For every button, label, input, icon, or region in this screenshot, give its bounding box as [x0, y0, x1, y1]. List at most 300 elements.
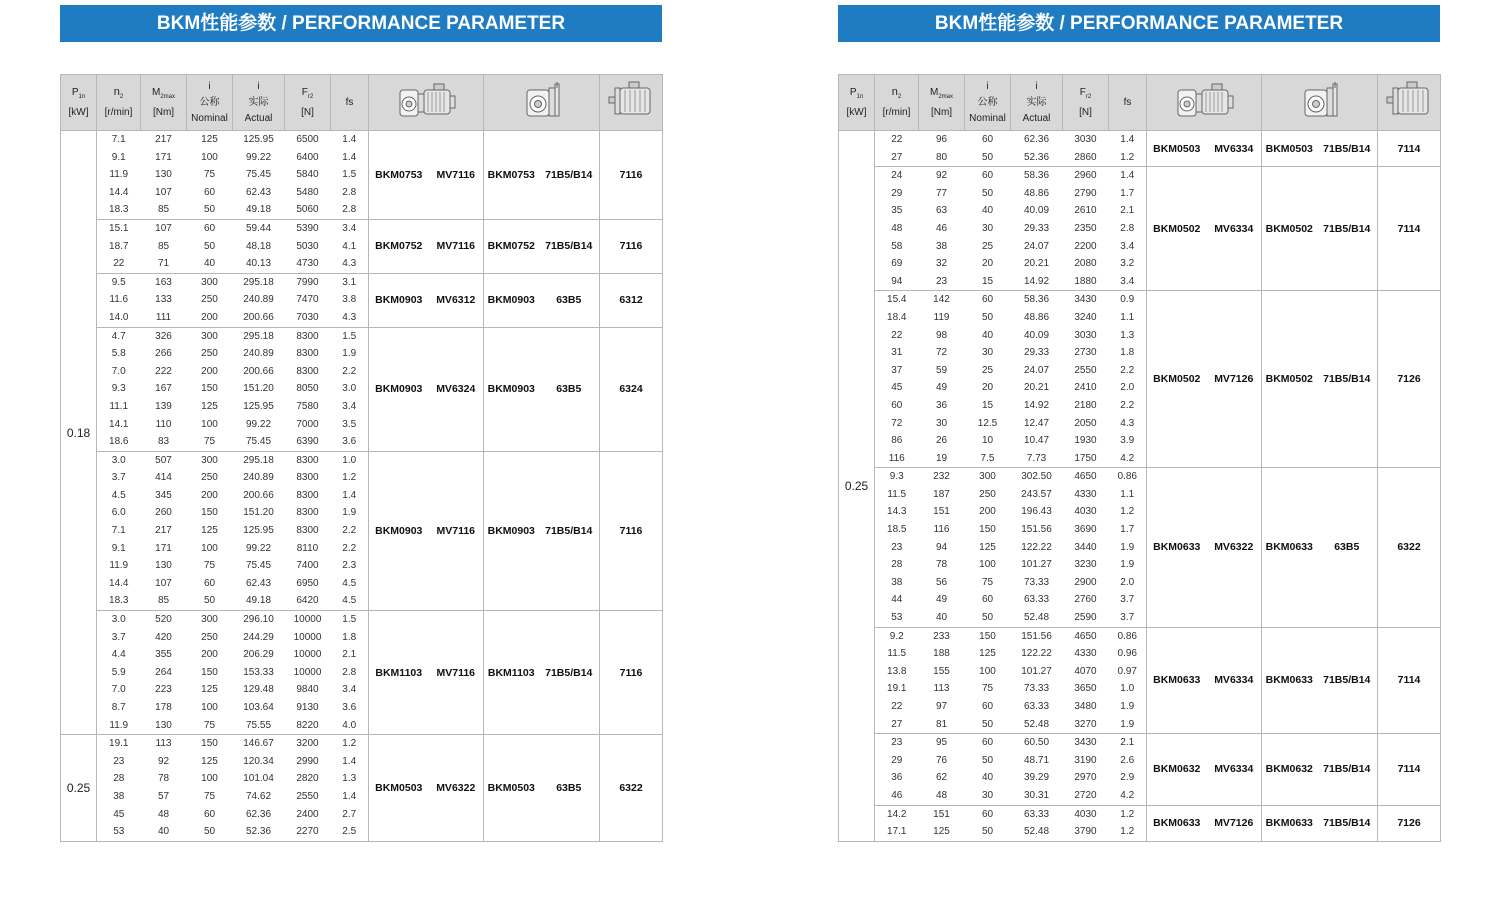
cell-motor-model: MV7116 [429, 451, 484, 610]
cell-fr2: 5480 [296, 186, 319, 198]
cell-m2max: 113 [933, 683, 950, 695]
cell-n2: 37 [875, 362, 919, 380]
cell-i-nominal: 125 [201, 400, 218, 412]
cell-i-nominal: 50 [187, 201, 233, 219]
col-header-gear-reducer [1262, 75, 1378, 131]
cell-i-actual: 73.33 [1023, 683, 1050, 695]
cell-flange-type: 71B5/B14 [539, 611, 600, 735]
cell-n2: 7.1 [97, 522, 141, 540]
cell-i-actual: 73.33 [1023, 576, 1050, 588]
cell-motor-type: 7114 [1378, 627, 1441, 734]
cell-fr2: 2550 [296, 790, 319, 802]
table-row [839, 131, 1441, 149]
performance-table [60, 74, 663, 842]
cell-fr2: 8300 [296, 489, 319, 501]
cell-flange-type: 63B5 [1317, 468, 1378, 627]
cell-i-actual: 14.92 [1011, 273, 1063, 291]
cell-n2: 9.5 [97, 273, 141, 291]
cell-motor-model: MV6312 [429, 273, 484, 327]
cell-fr2: 4030 [1074, 506, 1097, 518]
cell-fr2: 3790 [1063, 823, 1109, 841]
cell-i-nominal: 300 [187, 611, 233, 629]
cell-fs: 3.4 [331, 398, 369, 416]
cell-i-nominal: 200 [201, 649, 218, 661]
cell-fr2: 7990 [285, 273, 331, 291]
cell-reducer-model-2: BKM0753 [484, 131, 539, 220]
table-row [61, 131, 663, 149]
cell-n2: 18.3 [97, 201, 141, 219]
cell-flange-type: 63B5 [539, 735, 600, 842]
cell-i-nominal: 125 [201, 755, 218, 767]
cell-i-nominal: 40 [981, 205, 994, 217]
cell-n2: 24 [875, 167, 919, 185]
cell-m2max: 414 [155, 472, 172, 484]
cell-i-nominal: 15 [981, 399, 994, 411]
cell-motor-type: 7114 [1378, 167, 1441, 291]
cell-m2max: 85 [157, 240, 170, 252]
gear-motor-icon [394, 80, 458, 126]
cell-i-actual: 99.22 [245, 151, 272, 163]
cell-m2max: 264 [155, 666, 172, 678]
cell-i-actual: 295.18 [233, 327, 285, 345]
cell-i-nominal: 250 [201, 631, 218, 643]
cell-fr2: 8300 [296, 472, 319, 484]
cell-i-actual: 151.56 [1011, 627, 1063, 645]
cell-fr2: 2960 [1063, 167, 1109, 185]
cell-motor-type: 7116 [600, 131, 663, 220]
cell-i-actual: 240.89 [243, 472, 274, 484]
electric-motor-icon [605, 80, 657, 126]
cell-n2: 9.2 [875, 627, 919, 645]
cell-n2: 8.7 [97, 699, 141, 717]
cell-i-nominal: 40 [187, 255, 233, 273]
cell-i-nominal: 300 [965, 468, 1011, 486]
cell-i-nominal: 60 [203, 186, 216, 198]
col-header-ratio-actual: i 实际 Actual [1011, 75, 1063, 131]
cell-fs: 1.9 [1109, 716, 1147, 734]
cell-fs: 1.8 [331, 629, 369, 647]
cell-reducer-model: BKM0632 [1147, 734, 1207, 805]
cell-i-nominal: 125 [187, 131, 233, 149]
cell-i-nominal: 125 [979, 541, 996, 553]
cell-i-nominal: 60 [965, 805, 1011, 823]
cell-n2: 7.0 [97, 681, 141, 699]
cell-m2max: 49 [935, 382, 948, 394]
cell-i-nominal: 50 [965, 823, 1011, 841]
cell-i-nominal: 12.5 [977, 417, 998, 429]
table-row [839, 627, 1441, 645]
cell-i-nominal: 60 [981, 594, 994, 606]
cell-m2max: 266 [155, 348, 172, 360]
gear-reducer-icon [517, 80, 567, 126]
cell-reducer-model-2: BKM0633 [1262, 627, 1317, 734]
cell-fr2: 3230 [1074, 559, 1097, 571]
cell-fr2: 2720 [1063, 787, 1109, 805]
cell-i-nominal: 75 [203, 169, 216, 181]
cell-i-nominal: 75 [981, 576, 994, 588]
cell-m2max: 155 [933, 665, 950, 677]
cell-fr2: 8050 [296, 383, 319, 395]
cell-n2: 6.0 [97, 504, 141, 522]
cell-n2: 35 [875, 202, 919, 220]
cell-motor-model: MV6334 [1207, 131, 1262, 167]
cell-fr2: 3480 [1074, 701, 1097, 712]
cell-flange-type: 63B5 [539, 327, 600, 451]
cell-i-actual: 196.43 [1021, 506, 1052, 518]
cell-fr2: 1750 [1063, 450, 1109, 468]
cell-i-nominal: 75 [981, 683, 994, 695]
cell-m2max: 233 [919, 627, 965, 645]
cell-n2: 18.3 [97, 592, 141, 610]
col-header-ratio-actual: i 实际 Actual [233, 75, 285, 131]
cell-fs: 0.97 [1109, 663, 1147, 681]
cell-i-actual: 29.33 [1023, 347, 1050, 359]
cell-fs: 3.4 [331, 219, 369, 237]
cell-fs: 3.5 [331, 416, 369, 434]
cell-n2: 14.0 [97, 309, 141, 327]
cell-fr2: 8110 [296, 542, 319, 554]
cell-m2max: 62 [935, 772, 948, 784]
cell-m2max: 520 [141, 611, 187, 629]
cell-fs: 1.1 [1109, 309, 1147, 327]
cell-m2max: 223 [155, 684, 172, 696]
cell-reducer-model-2: BKM0502 [1262, 291, 1317, 468]
cell-m2max: 56 [935, 576, 948, 588]
cell-i-actual: 20.21 [1023, 258, 1050, 270]
cell-fr2: 9130 [296, 702, 319, 713]
cell-reducer-model-2: BKM0633 [1262, 468, 1317, 627]
cell-i-actual: 58.36 [1011, 167, 1063, 185]
cell-fr2: 2860 [1063, 149, 1109, 167]
cell-motor-model: MV7116 [429, 131, 484, 220]
cell-n2: 14.4 [97, 184, 141, 202]
cell-i-actual: 151.56 [1021, 524, 1052, 536]
cell-n2: 5.8 [97, 345, 141, 363]
cell-i-actual: 10.47 [1023, 435, 1050, 447]
cell-fr2: 2400 [296, 808, 319, 820]
cell-i-nominal: 60 [203, 577, 216, 589]
cell-i-actual: 295.18 [233, 273, 285, 291]
cell-n2: 19.1 [97, 735, 141, 753]
cell-i-actual: 295.18 [233, 451, 285, 469]
cell-i-actual: 52.48 [1011, 716, 1063, 734]
cell-fr2: 3650 [1074, 683, 1097, 695]
cell-fs: 3.6 [331, 699, 369, 717]
cell-fr2: 3190 [1074, 754, 1097, 766]
cell-fs: 1.5 [331, 327, 369, 345]
cell-n2: 23 [875, 539, 919, 557]
cell-n2: 7.1 [97, 131, 141, 149]
cell-n2: 38 [875, 574, 919, 592]
cell-n2: 23 [97, 753, 141, 771]
cell-i-actual: 58.36 [1011, 291, 1063, 309]
cell-fr2: 7470 [296, 294, 319, 306]
cell-i-actual: 62.36 [1011, 131, 1063, 149]
cell-fs: 2.0 [1109, 379, 1147, 397]
cell-fs: 1.4 [331, 131, 369, 149]
cell-i-nominal: 300 [187, 451, 233, 469]
cell-fs: 1.1 [1109, 486, 1147, 504]
cell-n2: 27 [875, 716, 919, 734]
cell-i-nominal: 40 [981, 329, 994, 341]
cell-m2max: 85 [141, 201, 187, 219]
cell-n2: 28 [97, 770, 141, 788]
cell-fr2: 4030 [1063, 805, 1109, 823]
cell-i-actual: 63.33 [1011, 805, 1063, 823]
cell-fs: 2.2 [1109, 397, 1147, 415]
cell-motor-model: MV6322 [429, 735, 484, 842]
cell-m2max: 116 [933, 524, 950, 536]
cell-fr2: 6390 [285, 433, 331, 451]
cell-i-nominal: 200 [979, 506, 996, 518]
cell-fs: 2.8 [1109, 220, 1147, 238]
cell-i-actual: 146.67 [233, 735, 285, 753]
cell-n2: 18.6 [97, 433, 141, 451]
cell-n2: 22 [875, 698, 919, 716]
cell-reducer-model: BKM0903 [369, 327, 429, 451]
cell-reducer-model-2: BKM0632 [1262, 734, 1317, 805]
power-value: 0.18 [61, 131, 97, 735]
cell-m2max: 151 [933, 506, 950, 518]
power-value: 0.25 [61, 735, 97, 842]
table-row [61, 273, 663, 291]
cell-fr2: 3690 [1074, 524, 1097, 536]
cell-fs: 2.9 [1109, 769, 1147, 787]
cell-i-actual: 99.22 [245, 542, 272, 554]
cell-reducer-model-2: BKM0903 [484, 451, 539, 610]
cell-flange-type: 71B5/B14 [539, 219, 600, 273]
cell-i-nominal: 100 [201, 151, 218, 163]
cell-m2max: 178 [155, 702, 172, 713]
cell-i-actual: 39.29 [1023, 772, 1050, 784]
cell-flange-type: 71B5/B14 [1317, 291, 1378, 468]
cell-fr2: 2550 [1074, 364, 1097, 376]
cell-i-actual: 63.33 [1023, 701, 1050, 712]
cell-fs: 3.8 [331, 291, 369, 309]
cell-reducer-model: BKM0633 [1147, 805, 1207, 841]
col-header-torque: $M_{2max}$ [Nm] [919, 75, 965, 131]
cell-i-actual: 151.20 [243, 507, 274, 519]
cell-i-nominal: 100 [979, 559, 996, 571]
col-header-ratio-nominal: i 公称 Nominal [965, 75, 1011, 131]
cell-i-actual: 12.47 [1023, 417, 1050, 429]
cell-i-nominal: 100 [979, 665, 996, 677]
cell-fs: 1.4 [331, 753, 369, 771]
cell-n2: 116 [875, 450, 919, 468]
cell-fr2: 2590 [1063, 609, 1109, 627]
cell-m2max: 139 [155, 400, 172, 412]
cell-motor-type: 6322 [1378, 468, 1441, 627]
cell-n2: 13.8 [875, 663, 919, 681]
cell-fr2: 2730 [1074, 347, 1097, 359]
cell-i-actual: 52.48 [1011, 609, 1063, 627]
cell-m2max: 142 [919, 291, 965, 309]
col-header-power: $P_{1n}$ [kW] [61, 75, 97, 131]
cell-reducer-model: BKM0502 [1147, 167, 1207, 291]
cell-i-nominal: 150 [187, 735, 233, 753]
cell-fs: 1.9 [331, 345, 369, 363]
cell-motor-model: MV6334 [1207, 734, 1262, 805]
cell-i-actual: 243.57 [1021, 488, 1052, 500]
cell-flange-type: 71B5/B14 [1317, 805, 1378, 841]
cell-flange-type: 63B5 [539, 273, 600, 327]
cell-i-nominal: 50 [981, 754, 994, 766]
cell-m2max: 355 [155, 649, 172, 661]
cell-reducer-model-2: BKM0502 [1262, 167, 1317, 291]
cell-m2max: 32 [935, 258, 948, 270]
cell-i-nominal: 20 [981, 258, 994, 270]
cell-fs: 2.2 [331, 522, 369, 540]
cell-fs: 0.9 [1109, 291, 1147, 309]
cell-i-actual: 29.33 [1023, 222, 1050, 234]
cell-fr2: 5030 [296, 240, 319, 252]
cell-i-nominal: 250 [201, 294, 218, 306]
cell-m2max: 188 [933, 648, 950, 660]
cell-i-actual: 75.45 [245, 560, 272, 572]
gear-motor-icon [1172, 80, 1236, 126]
cell-fr2: 2820 [296, 773, 319, 785]
section-banner: BKM性能参数 / PERFORMANCE PARAMETER [60, 5, 662, 42]
cell-n2: 29 [875, 752, 919, 770]
cell-n2: 11.1 [97, 398, 141, 416]
cell-i-actual: 24.07 [1023, 364, 1050, 376]
cell-fr2: 6500 [285, 131, 331, 149]
col-header-radial-load: $F_{r2}$ [N] [285, 75, 331, 131]
cell-fs: 2.2 [331, 540, 369, 558]
cell-m2max: 92 [919, 167, 965, 185]
cell-i-actual: 60.50 [1011, 734, 1063, 752]
cell-fr2: 10000 [293, 631, 322, 643]
cell-i-actual: 48.86 [1023, 311, 1050, 323]
cell-m2max: 81 [919, 716, 965, 734]
col-header-speed: $n_2$ [r/min] [875, 75, 919, 131]
cell-fr2: 6950 [296, 577, 319, 589]
cell-fs: 4.3 [331, 309, 369, 327]
cell-fs: 1.5 [331, 611, 369, 629]
cell-m2max: 48 [919, 787, 965, 805]
cell-i-actual: 101.27 [1021, 559, 1052, 571]
cell-m2max: 260 [155, 507, 172, 519]
cell-i-actual: 153.33 [243, 666, 274, 678]
table-row [61, 611, 663, 629]
cell-reducer-model: BKM0633 [1147, 468, 1207, 627]
cell-m2max: 130 [155, 169, 172, 181]
cell-i-actual: 240.89 [243, 348, 274, 360]
cell-flange-type: 71B5/B14 [539, 451, 600, 610]
cell-n2: 53 [875, 609, 919, 627]
cell-m2max: 76 [935, 754, 948, 766]
cell-i-nominal: 7.5 [965, 450, 1011, 468]
cell-fr2: 3430 [1063, 734, 1109, 752]
cell-fs: 1.4 [331, 487, 369, 505]
cell-n2: 11.9 [97, 166, 141, 184]
cell-fr2: 4330 [1074, 648, 1097, 660]
cell-m2max: 95 [919, 734, 965, 752]
cell-fs: 2.7 [331, 806, 369, 824]
cell-n2: 4.7 [97, 327, 141, 345]
cell-i-actual: 62.36 [245, 808, 272, 820]
cell-reducer-model: BKM0633 [1147, 627, 1207, 734]
cell-fs: 1.7 [1109, 521, 1147, 539]
cell-n2: 86 [875, 432, 919, 450]
cell-fs: 4.0 [331, 717, 369, 735]
cell-m2max: 26 [935, 435, 948, 447]
performance-table [838, 74, 1441, 842]
cell-m2max: 111 [141, 309, 187, 327]
cell-fr2: 5060 [285, 201, 331, 219]
cell-i-actual: 122.22 [1021, 541, 1052, 553]
cell-fs: 0.96 [1109, 645, 1147, 663]
cell-m2max: 232 [919, 468, 965, 486]
cell-m2max: 171 [155, 542, 172, 554]
cell-i-actual: 48.86 [1023, 187, 1050, 199]
cell-n2: 14.3 [875, 503, 919, 521]
cell-motor-model: MV7126 [1207, 805, 1262, 841]
cell-fs: 2.6 [1109, 752, 1147, 770]
cell-fs: 1.4 [331, 149, 369, 167]
cell-m2max: 130 [155, 560, 172, 572]
cell-i-nominal: 150 [201, 383, 218, 395]
col-header-service-factor: fs [1109, 75, 1147, 131]
cell-i-actual: 52.48 [1011, 823, 1063, 841]
col-header-ratio-nominal: i 公称 Nominal [187, 75, 233, 131]
table-row [61, 219, 663, 237]
cell-m2max: 30 [935, 417, 948, 429]
cell-n2: 17.1 [875, 823, 919, 841]
cell-m2max: 38 [935, 240, 948, 252]
cell-i-nominal: 50 [981, 311, 994, 323]
cell-i-nominal: 75 [203, 790, 216, 802]
cell-fs: 4.2 [1109, 450, 1147, 468]
cell-motor-type: 7116 [600, 611, 663, 735]
cell-fs: 1.2 [331, 469, 369, 487]
cell-motor-type: 7126 [1378, 291, 1441, 468]
table-row [839, 291, 1441, 309]
cell-fr2: 3030 [1074, 329, 1097, 341]
cell-motor-type: 6312 [600, 273, 663, 327]
cell-fr2: 2410 [1074, 382, 1097, 394]
cell-i-nominal: 125 [201, 684, 218, 696]
cell-m2max: 72 [935, 347, 948, 359]
cell-i-actual: 40.09 [1023, 205, 1050, 217]
cell-i-nominal: 15 [965, 273, 1011, 291]
cell-i-nominal: 75 [187, 717, 233, 735]
cell-i-actual: 20.21 [1023, 382, 1050, 394]
cell-fr2: 8300 [296, 525, 319, 537]
cell-fr2: 7000 [296, 418, 319, 430]
cell-i-actual: 24.07 [1023, 240, 1050, 252]
cell-fs: 3.4 [1109, 273, 1147, 291]
cell-i-nominal: 60 [965, 167, 1011, 185]
cell-m2max: 98 [935, 329, 948, 341]
cell-n2: 23 [875, 734, 919, 752]
cell-i-nominal: 50 [965, 609, 1011, 627]
cell-m2max: 71 [141, 255, 187, 273]
cell-m2max: 57 [157, 790, 170, 802]
cell-fs: 0.86 [1109, 627, 1147, 645]
cell-fs: 2.1 [331, 646, 369, 664]
cell-m2max: 77 [935, 187, 948, 199]
cell-i-nominal: 150 [201, 666, 218, 678]
cell-m2max: 167 [155, 383, 172, 395]
cell-n2: 14.1 [97, 416, 141, 434]
cell-i-nominal: 300 [187, 273, 233, 291]
cell-i-nominal: 50 [965, 149, 1011, 167]
cell-i-nominal: 125 [201, 525, 218, 537]
cell-fr2: 2050 [1074, 417, 1097, 429]
cell-reducer-model: BKM0753 [369, 131, 429, 220]
cell-fr2: 2760 [1074, 594, 1097, 606]
